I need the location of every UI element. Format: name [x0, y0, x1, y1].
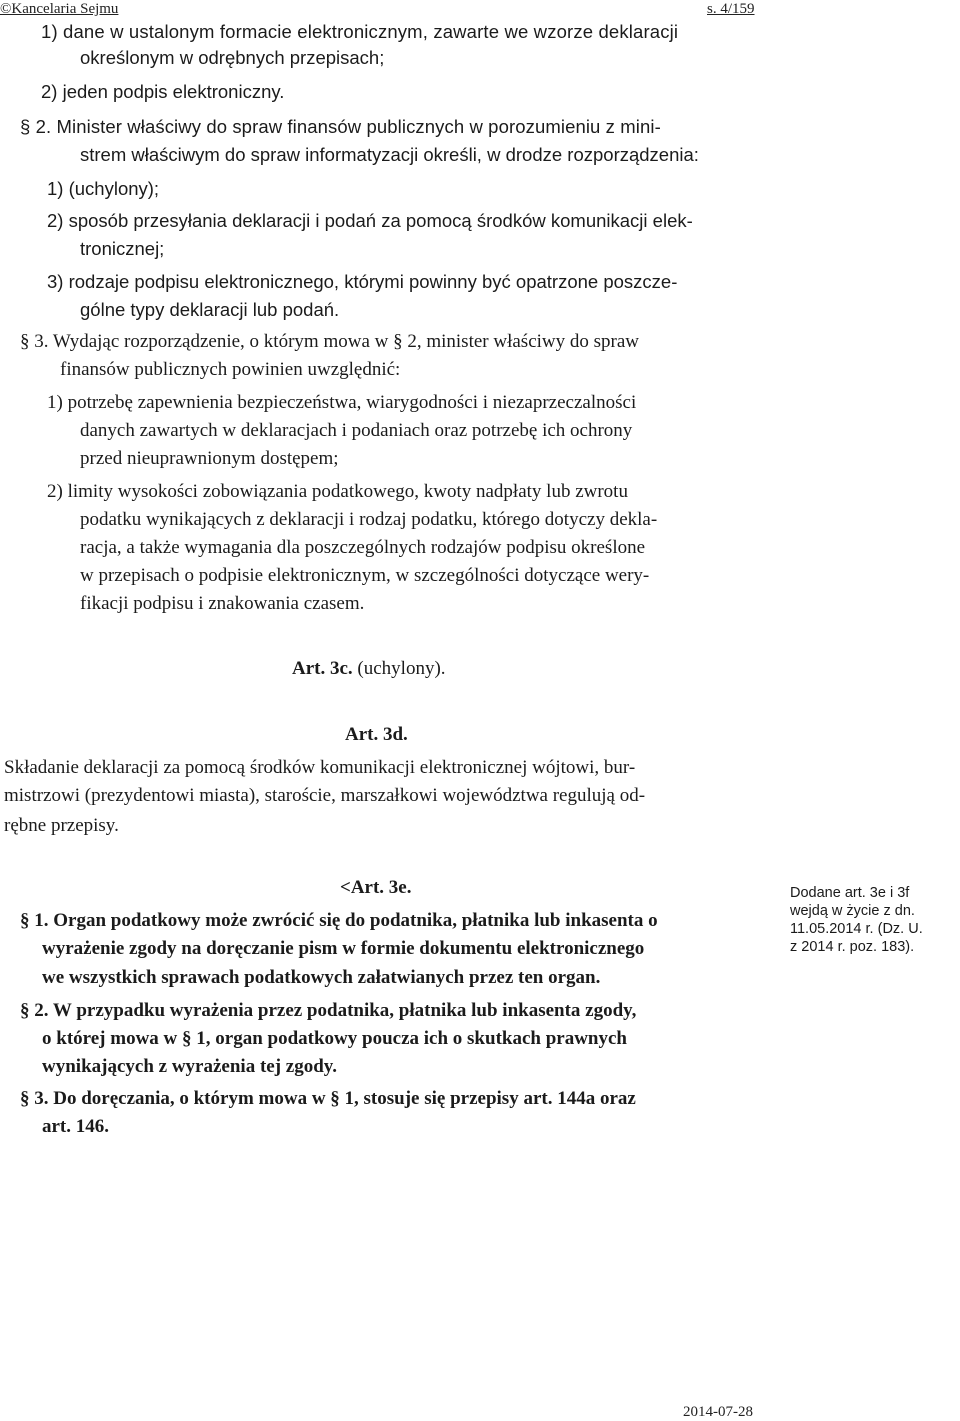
footer-date: 2014-07-28 — [683, 1404, 753, 1420]
text-line: o której mowa w § 1, organ podatkowy poucza ich o skutkach prawnych — [42, 1028, 628, 1049]
text-line: 1) (uchylony); — [47, 178, 160, 199]
text-line: § 3. Wydając rozporządzenie, o którym mowa w § 2, minister właściwy do spraw — [20, 331, 640, 352]
text-line: 3) rodzaje podpisu elektronicznego, którymi powinny być opatrzone poszcze- — [47, 271, 678, 292]
text-line: wyrażenie zgody na doręczanie pism w formie dokumentu elektronicznego — [42, 938, 645, 959]
article-heading-3e: <Art. 3e. — [340, 877, 412, 898]
side-note-line: z 2014 r. poz. 183). — [790, 939, 915, 955]
text-line: § 2. W przypadku wyrażenia przez podatnika, płatnika lub inkasenta zgody, — [20, 1000, 637, 1021]
text-line: 2) jeden podpis elektroniczny. — [41, 81, 285, 102]
text-line: gólne typy deklaracji lub podań. — [80, 299, 340, 320]
text-line: wynikających z wyrażenia tej zgody. — [42, 1056, 337, 1077]
text-line: § 3. Do doręczania, o którym mowa w § 1, stosuje się przepisy art. 144a oraz — [20, 1088, 636, 1109]
side-note-line: Dodane art. 3e i 3f — [790, 885, 910, 901]
text-line: we wszystkich sprawach podatkowych załatwianych przez ten organ. — [42, 967, 601, 988]
text-line: § 2. Minister właściwy do spraw finansów publicznych w porozumieniu z mini- — [20, 116, 661, 137]
text-line: 2) sposób przesyłania deklaracji i podań za pomocą środków komunikacji elek- — [47, 210, 693, 231]
text-line: danych zawartych w deklaracjach i podaniach oraz potrzebę ich ochrony — [80, 420, 633, 441]
text-line: określonym w odrębnych przepisach; — [80, 47, 385, 68]
text-line: przed nieuprawnionym dostępem; — [80, 448, 339, 469]
side-note-line: 11.05.2014 r. (Dz. U. — [790, 921, 923, 937]
text-line: 2) limity wysokości zobowiązania podatkowego, kwoty nadpłaty lub zwrotu — [47, 481, 628, 502]
header-page-number: s. 4/159 — [707, 1, 755, 17]
text-line: tronicznej; — [80, 238, 165, 259]
text-line: 1) potrzebę zapewnienia bezpieczeństwa, wiarygodności i niezaprzeczalności — [47, 392, 637, 413]
text-line: strem właściwym do spraw informatyzacji określi, w drodze rozporządzenia: — [80, 144, 699, 165]
text-line: w przepisach o podpisie elektronicznym, w szczególności dotyczące wery- — [80, 565, 650, 586]
header-source: ©Kancelaria Sejmu — [0, 1, 119, 17]
side-note — [790, 884, 960, 956]
text-line: podatku wynikających z deklaracji i rodzaj podatku, którego dotyczy dekla- — [80, 509, 658, 530]
text-line: mistrzowi (prezydentowi miasta), staroście, marszałkowi województwa regulują od- — [4, 785, 646, 806]
text-line: Składanie deklaracji za pomocą środków komunikacji elektronicznej wójtowi, bur- — [4, 757, 636, 778]
text-line: rębne przepisy. — [4, 815, 119, 836]
text-line: finansów publicznych powinien uwzględnić: — [60, 359, 401, 380]
article-heading-3d: Art. 3d. — [345, 724, 408, 745]
article-heading-3c — [292, 657, 446, 681]
article-label-3c: Art. 3c. — [292, 658, 353, 679]
side-note-line: wejdą w życie z dn. — [790, 903, 915, 919]
text-line: § 1. Organ podatkowy może zwrócić się do podatnika, płatnika lub inkasenta o — [20, 910, 658, 931]
text-line: 1) dane w ustalonym formacie elektronicznym, zawarte we wzorze deklaracji — [41, 21, 679, 42]
text-line: art. 146. — [42, 1116, 110, 1137]
text-line: racja, a także wymagania dla poszczególnych rodzajów podpisu określone — [80, 537, 646, 558]
text-line: fikacji podpisu i znakowania czasem. — [80, 593, 365, 614]
article-status-3c: (uchylony). — [352, 658, 446, 679]
